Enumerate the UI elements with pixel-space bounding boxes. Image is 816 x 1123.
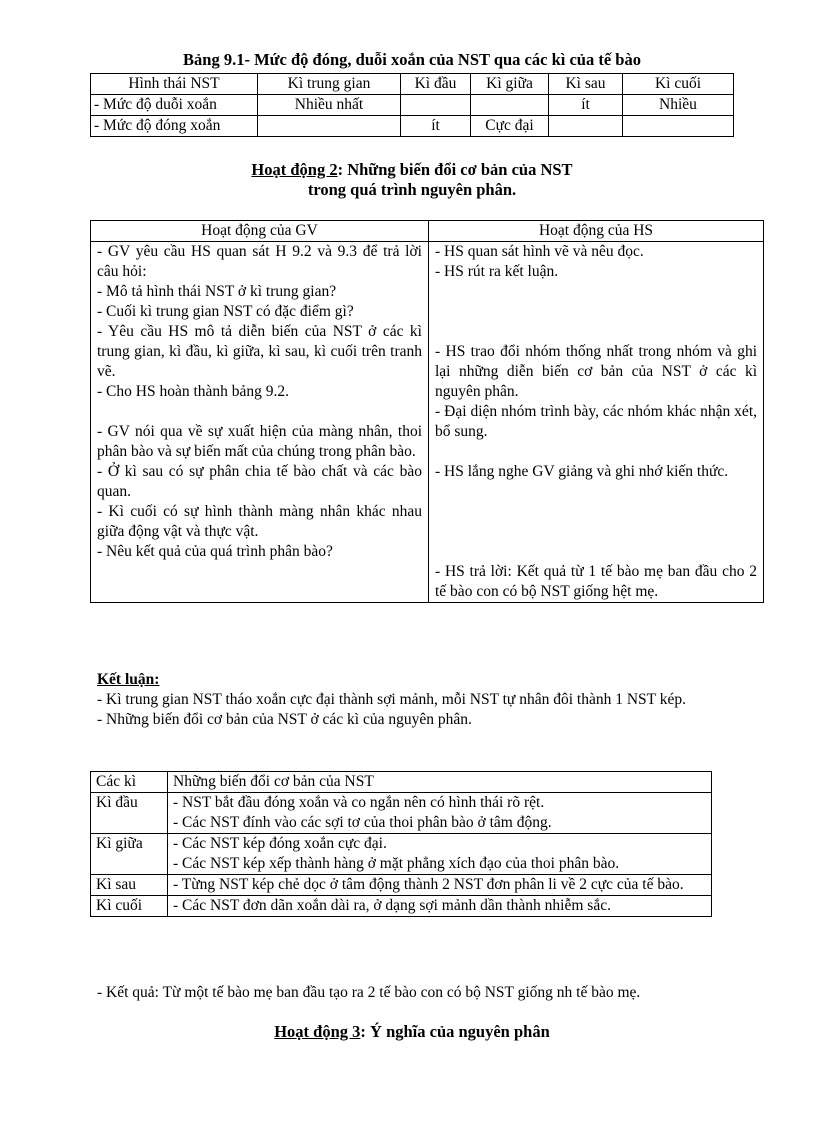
gv-item: - Kì cuối có sự hình thành màng nhân khác nhau giữa động vật và thực vật. xyxy=(97,503,422,540)
table1-cell xyxy=(258,116,401,137)
stage-change-item: - NST bắt đầu đóng xoắn và co ngắn nên có hình thái rõ rệt. xyxy=(173,794,545,811)
conclusion xyxy=(97,670,759,730)
gv-item: - Ở kì sau có sự phân chia tế bào chất và các bào quan. xyxy=(97,463,422,500)
table1-cell: - Mức độ duỗi xoắn xyxy=(91,95,258,116)
spacer xyxy=(435,482,757,562)
activity2-heading xyxy=(90,160,734,180)
table1-cell: Nhiều xyxy=(623,95,734,116)
activity2-subheading: trong quá trình nguyên phân. xyxy=(307,180,517,199)
hs-item: - HS rút ra kết luận. xyxy=(435,263,559,280)
table1 xyxy=(90,73,734,137)
hs-item: - HS trao đổi nhóm thống nhất trong nhóm và ghi lại những diễn biến cơ bản của NST ở các kì nguyên phân. xyxy=(435,343,757,400)
result-text: - Kết quả: Từ một tế bào mẹ ban đầu tạo ra 2 tế bào con có bộ NST giống nh tế bào mẹ. xyxy=(97,984,641,1001)
gv-item: - Cuối kì trung gian NST có đặc điểm gì? xyxy=(97,303,354,320)
gv-item: - GV nói qua về sự xuất hiện của màng nhân, thoi phân bào và sự biến mất của chúng trong phân bào. xyxy=(97,423,422,460)
table1-cell xyxy=(623,116,734,137)
stage-change-item: - Từng NST kép chẻ dọc ở tâm động thành 2 NST đơn phân li về 2 cực của tế bào. xyxy=(173,876,684,893)
hs-item: - HS quan sát hình vẽ và nêu đọc. xyxy=(435,243,644,260)
table1-header-cell: Kì sau xyxy=(549,74,623,95)
table1-header-cell: Kì cuối xyxy=(623,74,734,95)
table1-cell: ít xyxy=(549,95,623,116)
hs-item: - HS lắng nghe GV giảng và ghi nhớ kiến thức. xyxy=(435,463,729,480)
stage-changes xyxy=(168,896,712,917)
stages-table xyxy=(90,771,712,917)
stage-row xyxy=(91,875,712,896)
stage-name: Kì cuối xyxy=(91,896,168,917)
spacer xyxy=(97,402,422,422)
conclusion-line: - Kì trung gian NST tháo xoắn cực đại thành sợi mảnh, mỗi NST tự nhân đôi thành 1 NST kép. xyxy=(97,691,686,708)
stage-change-item: - Các NST đính vào các sợi tơ của thoi phân bào ở tâm động. xyxy=(173,814,552,831)
table1-header-cell: Kì giữa xyxy=(471,74,549,95)
conclusion-title: Kết luận: xyxy=(97,671,160,688)
activity2-label: Hoạt động 2 xyxy=(251,160,338,179)
gv-item: - Nêu kết quả của quá trình phân bào? xyxy=(97,543,333,560)
stage-change-item: - Các NST kép đóng xoắn cực đại. xyxy=(173,835,387,852)
stage-name: Kì sau xyxy=(91,875,168,896)
activities-table xyxy=(90,220,764,603)
table1-cell: - Mức độ đóng xoắn xyxy=(91,116,258,137)
stages-header-cell: Các kì xyxy=(91,772,168,793)
activity2-title: : Những biến đổi cơ bản của NST xyxy=(337,160,573,179)
table1-cell xyxy=(401,95,471,116)
table1-header-cell: Kì đầu xyxy=(401,74,471,95)
activities-header-row xyxy=(91,221,764,242)
gv-header: Hoạt động của GV xyxy=(91,221,429,242)
activity3-heading xyxy=(90,1022,734,1042)
stage-row xyxy=(91,896,712,917)
gv-item: - Mô tả hình thái NST ở kì trung gian? xyxy=(97,283,337,300)
activities-row xyxy=(91,242,764,603)
spacer xyxy=(435,442,757,462)
table1-row xyxy=(91,116,734,137)
stage-changes xyxy=(168,834,712,875)
gv-item: - GV yêu cầu HS quan sát H 9.2 và 9.3 để trả lời câu hỏi: xyxy=(97,243,422,280)
stages-header-row xyxy=(91,772,712,793)
table1-header-cell: Kì trung gian xyxy=(258,74,401,95)
table1-row xyxy=(91,95,734,116)
stage-changes xyxy=(168,793,712,834)
stages-header-cell: Những biến đổi cơ bản của NST xyxy=(168,772,712,793)
stage-name: Kì đầu xyxy=(91,793,168,834)
hs-item: - HS trả lời: Kết quả từ 1 tế bào mẹ ban đầu cho 2 tế bào con có bộ NST giống hệt mẹ. xyxy=(435,563,757,600)
conclusion-line: - Những biến đổi cơ bản của NST ở các kì của nguyên phân. xyxy=(97,711,472,728)
stage-changes xyxy=(168,875,712,896)
table1-cell xyxy=(471,95,549,116)
stage-row xyxy=(91,834,712,875)
activity3-title: : Ý nghĩa của nguyên phân xyxy=(360,1022,550,1041)
activity3-label: Hoạt động 3 xyxy=(274,1022,361,1041)
hs-column xyxy=(429,242,764,603)
hs-item: - Đại diện nhóm trình bày, các nhóm khác nhận xét, bổ sung. xyxy=(435,403,757,440)
stage-change-item: - Các NST đơn dãn xoắn dài ra, ở dạng sợi mảnh dần thành nhiễm sắc. xyxy=(173,897,611,914)
gv-item: - Yêu cầu HS mô tả diễn biến của NST ở các kì trung gian, kì đầu, kì giữa, kì sau, kì cuối trên tranh vẽ. xyxy=(97,323,422,380)
spacer xyxy=(435,282,757,342)
table1-header-cell: Hình thái NST xyxy=(91,74,258,95)
table1-cell: Cực đại xyxy=(471,116,549,137)
table1-header-row xyxy=(91,74,734,95)
hs-header: Hoạt động của HS xyxy=(429,221,764,242)
gv-column xyxy=(91,242,429,603)
gv-item: - Cho HS hoàn thành bảng 9.2. xyxy=(97,383,290,400)
table1-cell xyxy=(549,116,623,137)
stage-change-item: - Các NST kép xếp thành hàng ở mặt phẳng xích đạo của thoi phân bào. xyxy=(173,855,620,872)
table1-caption: Bảng 9.1- Mức độ đóng, duỗi xoắn của NST qua các kì của tế bào xyxy=(183,50,641,69)
stage-row xyxy=(91,793,712,834)
table1-cell: Nhiều nhất xyxy=(258,95,401,116)
table1-cell: ít xyxy=(401,116,471,137)
stage-name: Kì giữa xyxy=(91,834,168,875)
